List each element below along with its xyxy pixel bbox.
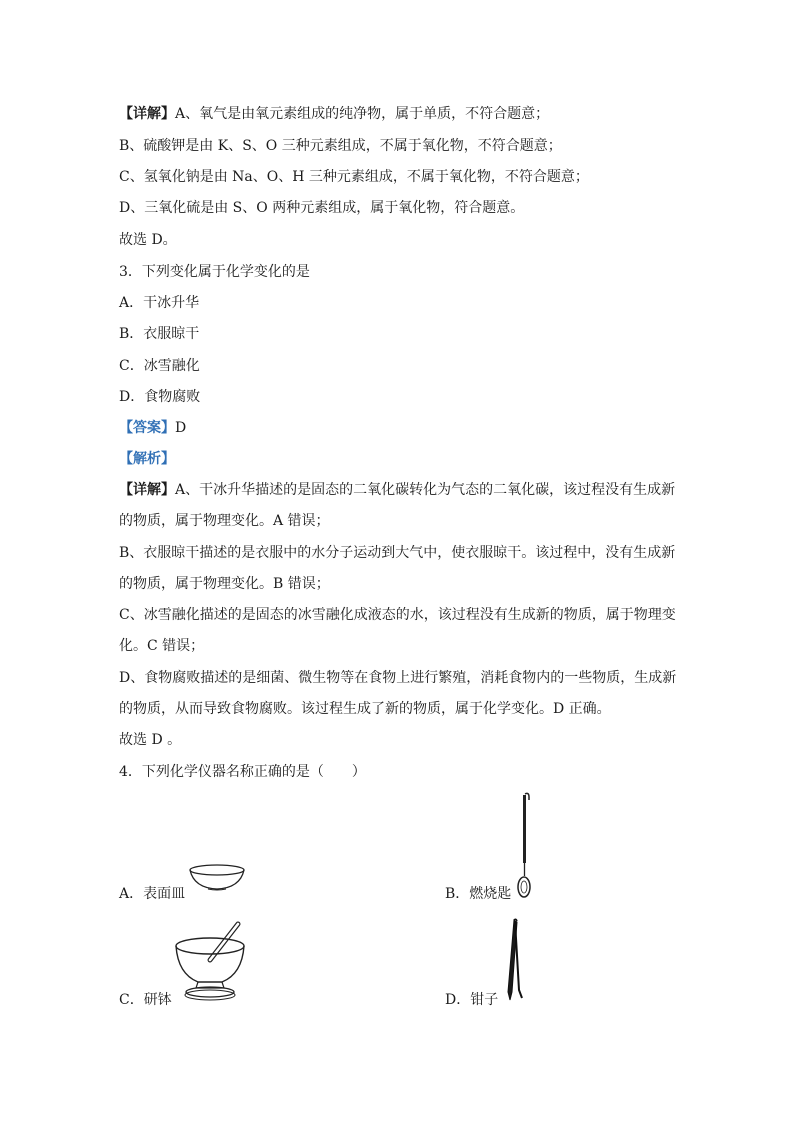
evaporating-dish-icon (186, 862, 248, 892)
q3-detail-c-line1: C、冰雪融化描述的是固态的冰雪融化成液态的水，该过程没有生成新的物质，属于物理变 (119, 607, 676, 623)
analysis-tag: 【解析】 (119, 451, 175, 467)
q3-option-b: B．衣服晾干 (119, 326, 200, 342)
q4-option-b-label: B．燃烧匙 (445, 886, 512, 902)
q3-conclusion: 故选 D 。 (119, 732, 182, 748)
q3-detail-a-line1 (119, 480, 675, 500)
mortar-pestle-icon (170, 916, 250, 1002)
q2-detail-line-b: B、硫酸钾是由 K、S、O 三种元素组成，不属于氧化物，不符合题意； (119, 138, 562, 154)
q3-detail-a1-text: A、干冰升华描述的是固态的二氧化碳转化为气态的二氧化碳，该过程没有生成新 (175, 482, 676, 498)
q3-detail-d-line1: D、食物腐败描述的是细菌、微生物等在食物上进行繁殖，消耗食物内的一些物质，生成新 (119, 670, 677, 686)
detail-tag: 【详解】 (119, 482, 175, 498)
q2-detail-a-text: A、氧气是由氧元素组成的纯净物，属于单质，不符合题意； (175, 106, 550, 122)
q3-detail-d-line2: 的物质，从而导致食物腐败。该过程生成了新的物质，属于化学变化。D 正确。 (119, 701, 611, 717)
q3-detail-a-line2: 的物质，属于物理变化。A 错误； (119, 513, 330, 529)
q4-stem: 4．下列化学仪器名称正确的是（ ） (119, 764, 366, 780)
q3-answer-line (119, 418, 186, 438)
q2-conclusion: 故选 D。 (119, 232, 177, 248)
q2-detail-line-d: D、三氧化硫是由 S、O 两种元素组成，属于氧化物，符合题意。 (119, 200, 525, 216)
q3-stem: 3．下列变化属于化学变化的是 (119, 264, 310, 280)
tweezers-icon (500, 916, 528, 1006)
q4-option-a-label: A．表面皿 (119, 886, 186, 902)
q3-option-c: C．冰雪融化 (119, 358, 200, 374)
combustion-spoon-icon (510, 790, 538, 902)
q2-detail-line-a (119, 104, 549, 124)
q3-detail-b-line2: 的物质，属于物理变化。B 错误； (119, 576, 330, 592)
q3-detail-c-line2: 化。C 错误； (119, 638, 205, 654)
q4-option-d-label: D．钳子 (445, 992, 499, 1008)
q2-detail-line-c: C、氢氧化钠是由 Na、O、H 三种元素组成，不属于氧化物，不符合题意； (119, 169, 589, 185)
q3-option-d: D．食物腐败 (119, 389, 201, 405)
q3-option-a: A．干冰升华 (119, 295, 200, 311)
q3-analysis-tag (119, 449, 175, 469)
q3-detail-b-line1: B、衣服晾干描述的是衣服中的水分子运动到大气中，使衣服晾干。该过程中，没有生成新 (119, 545, 676, 561)
detail-tag: 【详解】 (119, 106, 175, 122)
q3-answer: D (175, 420, 187, 436)
q4-option-c-label: C．研钵 (119, 992, 172, 1008)
answer-tag: 【答案】 (119, 420, 175, 436)
